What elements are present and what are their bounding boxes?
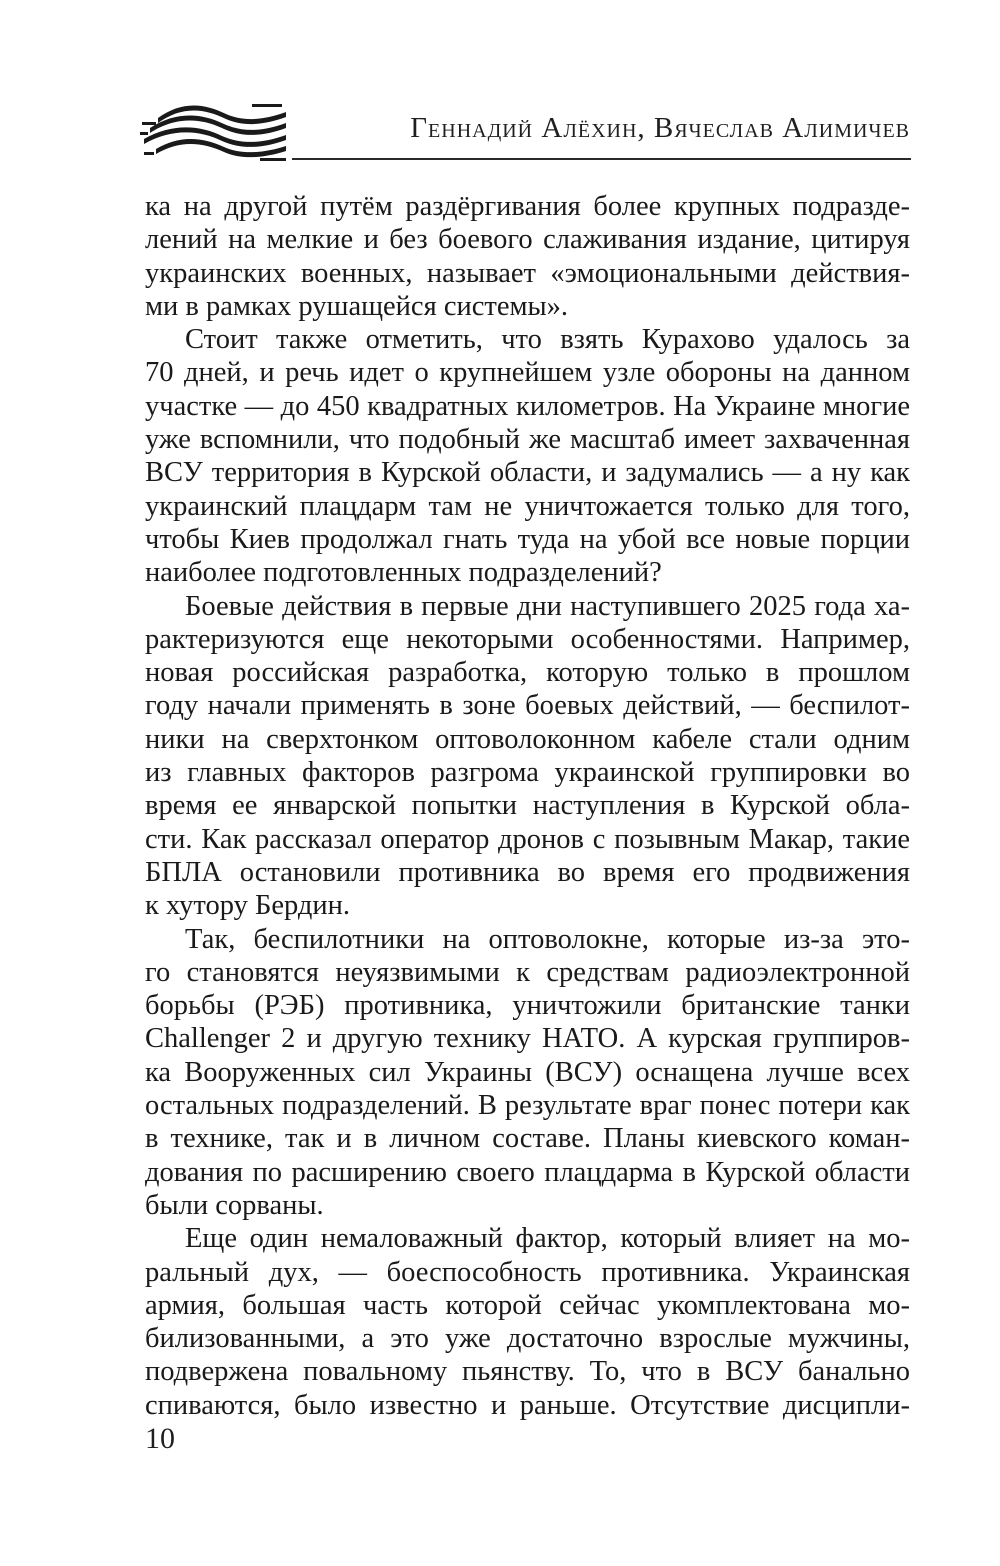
text-line: украинский плацдарм там не уничтожается только для того, [145,490,910,522]
text-line: Challenger 2 и другую технику НАТО. А курская группиров- [145,1023,910,1055]
text-line: участке — до 450 квадратных километров. На Украине многие [145,390,910,422]
page-number: 10 [145,1422,175,1455]
text-line: БПЛА остановили противника во время его продвижения [145,856,910,888]
text-line: ральный дух, — боеспособность противника. Украинская [145,1256,910,1288]
text-line: в технике, так и в личном составе. Планы киевского коман- [145,1123,910,1155]
paragraph [145,1222,910,1422]
text-line: лений на мелкие и без боевого слаживания издание, цитируя [145,224,910,256]
text-line: уже вспомнили, что подобный же масштаб имеет захваченная [145,424,910,456]
text-line: были сорваны. [145,1189,324,1221]
text-line: время ее январской попытки наступления в Курской обла- [145,790,910,822]
text-line: Боевые действия в первые дни наступившего 2025 года ха- [185,590,910,622]
text-line: армия, большая часть которой сейчас укомплектована мо- [145,1289,910,1321]
text-line: подвержена повальному пьянству. То, что в ВСУ банально [145,1356,910,1388]
paragraph [145,323,910,589]
paragraph [145,590,910,923]
text-line: году начали применять в зоне боевых действий, — беспилот- [145,690,910,722]
text-line: Так, беспилотники на оптоволокне, которые из-за это- [185,923,910,955]
text-line: ка Вооруженных сил Украины (ВСУ) оснащена лучше всех [145,1056,910,1088]
header-rule [292,158,911,160]
text-line: спиваются, было известно и раньше. Отсутствие дисципли- [145,1389,910,1421]
body-text [145,190,910,1422]
paragraph [145,190,910,323]
running-header: Геннадий Алёхин, Вячеслав Алимичев [410,112,910,144]
text-line: борьбы (РЭБ) противника, уничтожили британские танки [145,990,910,1022]
text-line: ВСУ территория в Курской области, и задумались — а ну как [145,457,910,489]
text-line: к хутору Бердин. [145,890,350,922]
text-line: из главных факторов разгрома украинской группировки во [145,757,910,789]
text-line: Еще один немаловажный фактор, который влияет на мо- [185,1223,910,1255]
text-line: ка на другой путём раздёргивания более крупных подразде- [145,191,910,222]
text-line: наиболее подготовленных подразделений? [145,557,662,589]
text-line: Стоит также отметить, что взять Курахово удалось за [185,324,910,356]
flag-ornament-icon [140,96,290,162]
text-line: билизованными, а это уже достаточно взрослые мужчины, [145,1323,910,1355]
text-line: дования по расширению своего плацдарма в Курской области [145,1156,910,1188]
text-line: ники на сверхтонком оптоволоконном кабеле стали одним [145,723,910,755]
text-line: чтобы Киев продолжал гнать туда на убой все новые порции [145,523,910,555]
text-line: остальных подразделений. В результате враг понес потери как [145,1090,910,1122]
text-line: рактеризуются еще некоторыми особенностями. Например, [145,623,910,655]
text-line: новая российская разработка, которую только в прошлом [145,657,910,689]
text-line: сти. Как рассказал оператор дронов с позывным Макар, такие [145,823,910,855]
text-line: ми в рамках рушащейся системы». [145,290,569,322]
text-line: го становятся неуязвимыми к средствам радиоэлектронной [145,956,910,988]
text-line: украинских военных, называет «эмоциональными действия- [145,257,910,289]
paragraph [145,923,910,1223]
text-line: 70 дней, и речь идет о крупнейшем узле обороны на данном [145,357,910,389]
